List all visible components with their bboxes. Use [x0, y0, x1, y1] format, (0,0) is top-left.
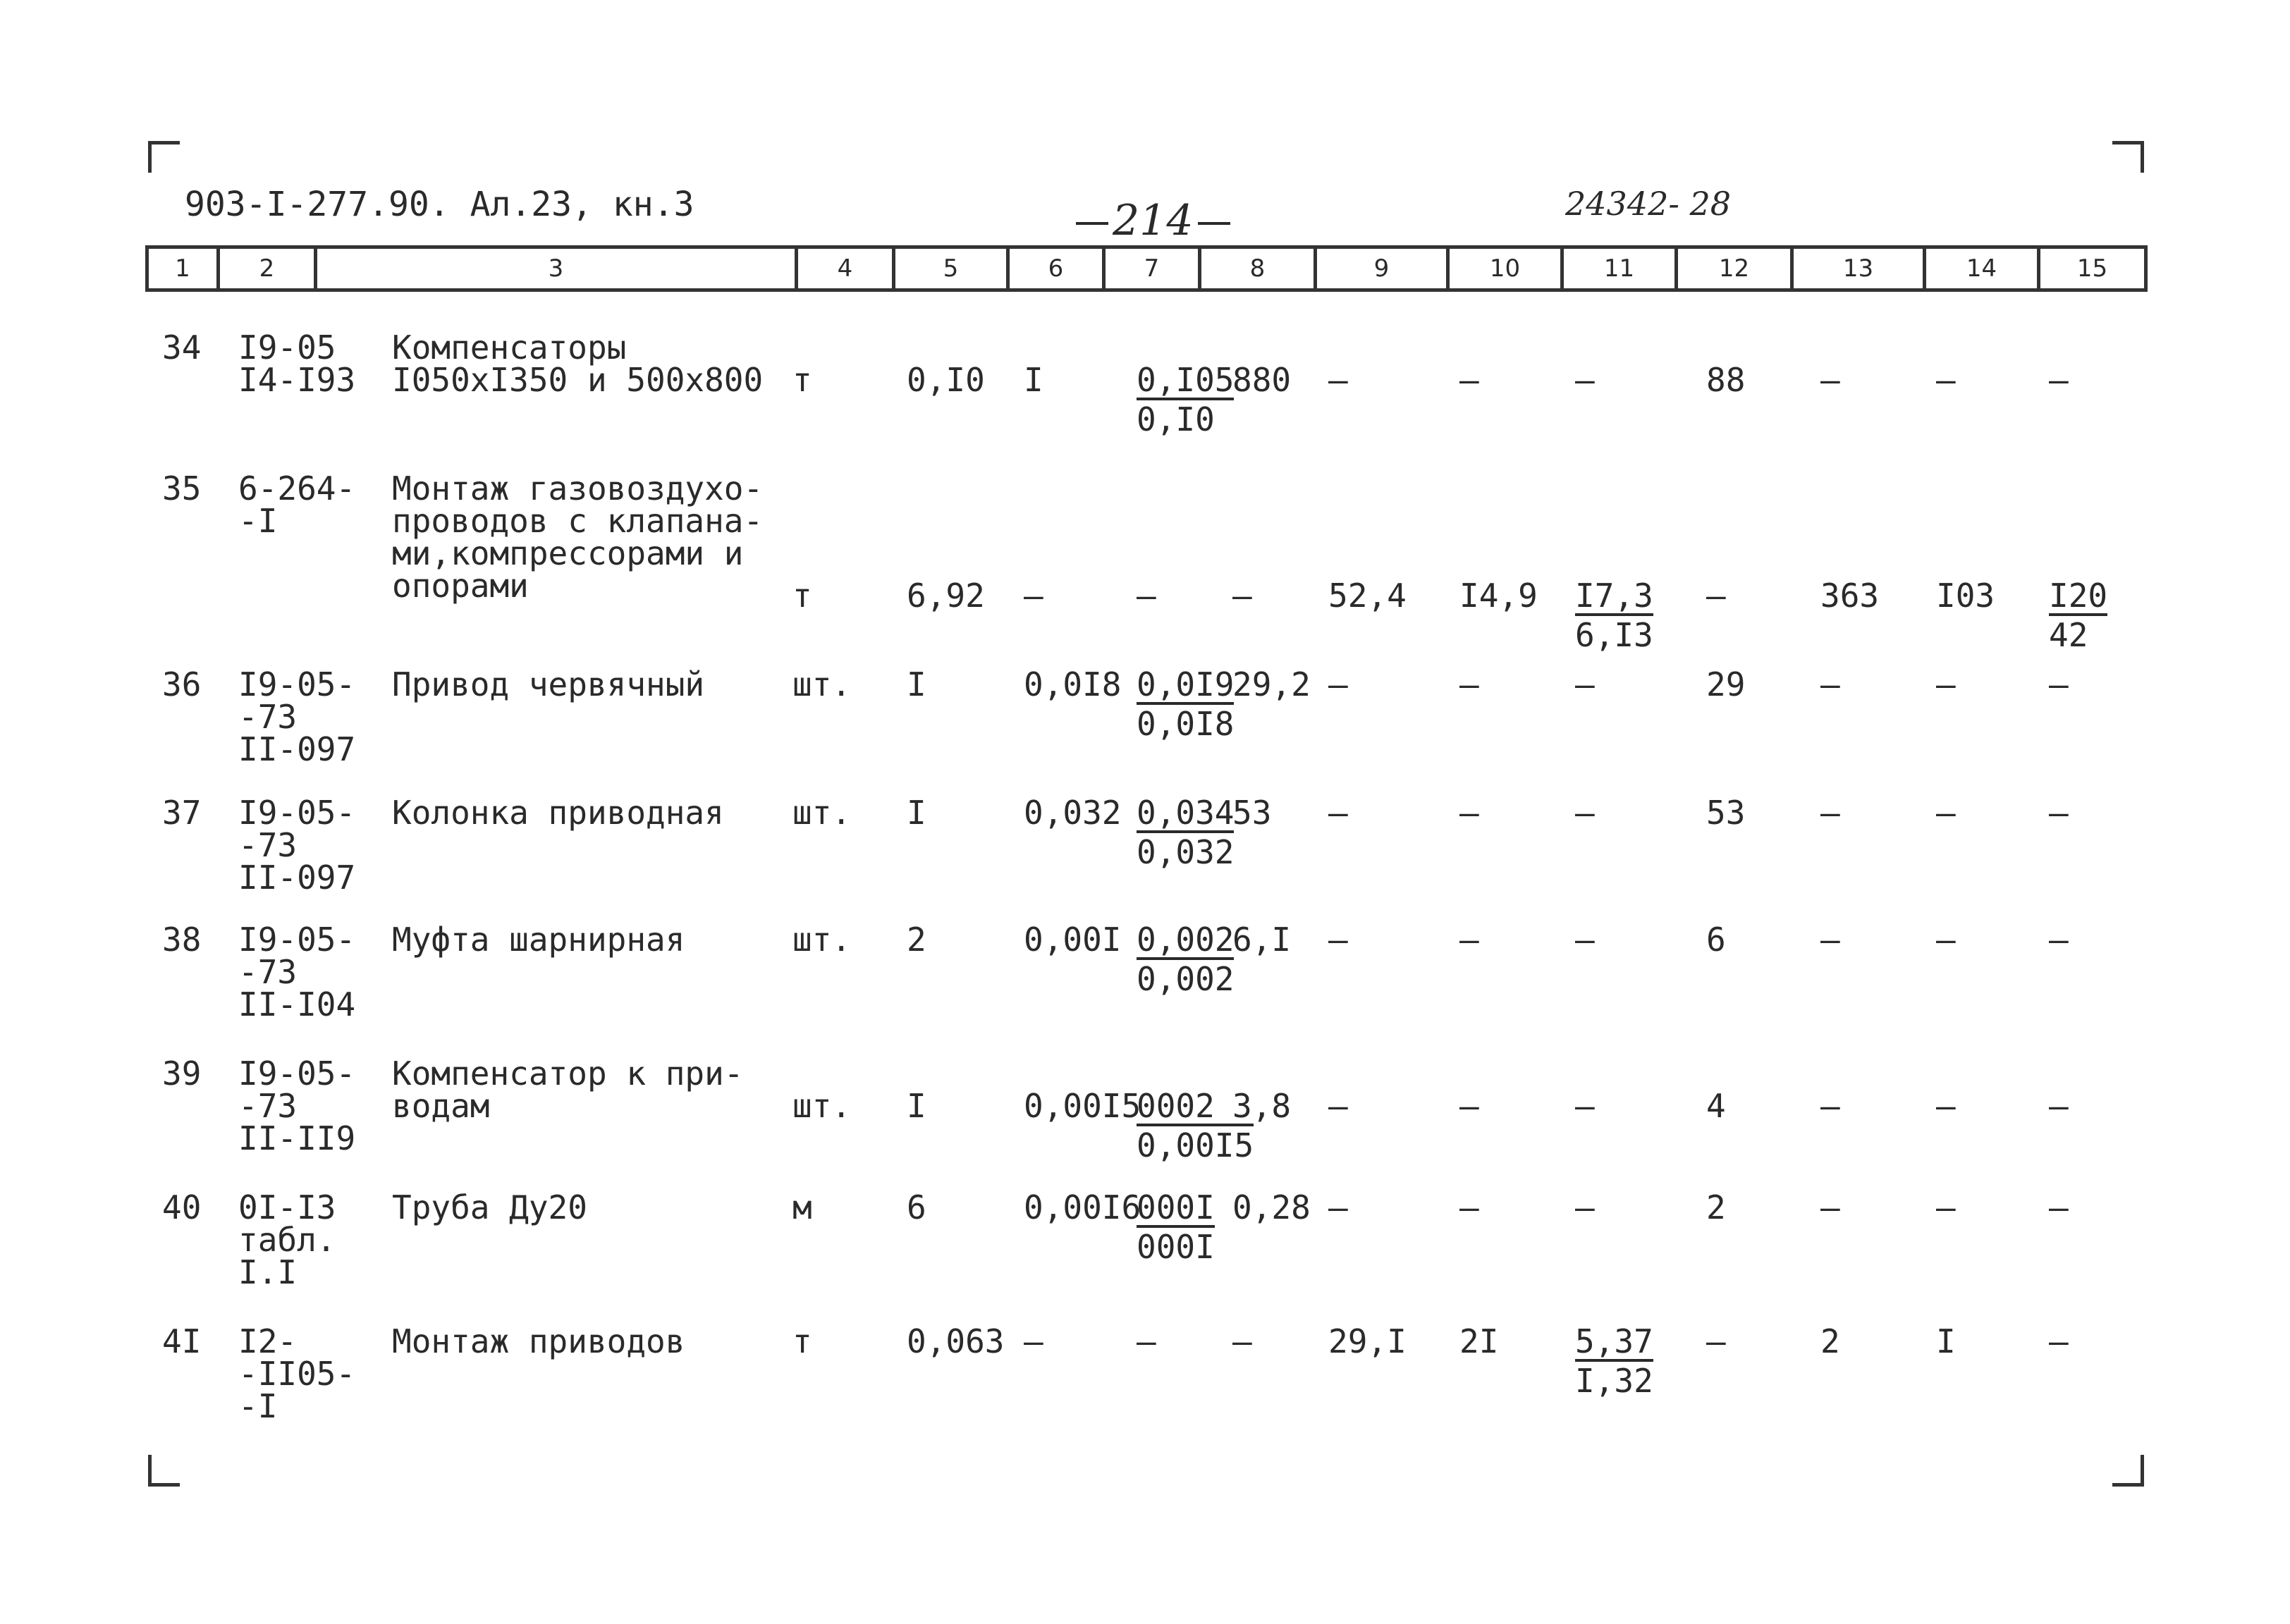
cell-value-c12: 88	[1706, 361, 1746, 399]
item-name-line: Муфта шарнирная	[392, 921, 685, 959]
cell-value-c12: –	[1706, 1322, 1726, 1360]
cell-value-c7: –	[1137, 577, 1156, 615]
row-number: 39	[162, 1054, 202, 1093]
archive-stamp: 24342- 28	[1565, 185, 1732, 223]
resource-code-line: II-097	[238, 859, 356, 897]
cell-value-c8: –	[1232, 577, 1252, 615]
cell-value-c10: 2I	[1459, 1322, 1499, 1360]
cell-value-qty: I	[907, 794, 926, 832]
row-number: 4I	[162, 1322, 202, 1360]
cell-value-c14: –	[1936, 1087, 1956, 1125]
cell-value-c14: –	[1936, 1188, 1956, 1226]
resource-code-line: 0I-I3	[238, 1188, 336, 1226]
cell-value-c15: –	[2049, 1322, 2069, 1360]
cell-value-unit: шт.	[792, 665, 852, 703]
cell-value-qty: 2	[907, 921, 926, 959]
cell-value-c8: 29,2	[1232, 665, 1311, 703]
cell-value-c12: 6	[1706, 921, 1726, 959]
column-header-13: 13	[1790, 249, 1923, 288]
cell-value-qty: 6,92	[907, 577, 985, 615]
row-number: 38	[162, 921, 202, 959]
cell-value-c6: 0,032	[1024, 794, 1122, 832]
resource-code-line: 6-264-	[238, 469, 356, 508]
fraction-denominator: 0,00I5	[1137, 1126, 1254, 1164]
resource-code-line: I9-05-	[238, 1054, 356, 1093]
fraction-numerator: I20	[2049, 577, 2108, 615]
row-number: 34	[162, 328, 202, 367]
cell-value-c13: 2	[1820, 1322, 1840, 1360]
cell-value-c8: 0,28	[1232, 1188, 1311, 1226]
cell-value-c10: I4,9	[1459, 577, 1538, 615]
fraction-value-c7	[1137, 794, 1235, 871]
cell-value-qty: 0,063	[907, 1322, 1005, 1360]
fraction-numerator: 0,0I9	[1137, 665, 1235, 703]
row-number: 36	[162, 665, 202, 703]
resource-code-line: I9-05-	[238, 794, 356, 832]
fraction-numerator: 0,034	[1137, 794, 1235, 832]
cell-value-c8: 3,8	[1232, 1087, 1292, 1125]
cell-value-c15: –	[2049, 665, 2069, 703]
resource-code-line: -73	[238, 1087, 298, 1125]
cell-value-c6: –	[1024, 577, 1043, 615]
resource-code-line: -73	[238, 953, 298, 991]
cell-value-c7: –	[1137, 1322, 1156, 1360]
fraction-denominator: 000I	[1137, 1228, 1215, 1266]
item-name-line: опорами	[392, 567, 529, 605]
fraction-denominator: 0,032	[1137, 833, 1235, 871]
item-name-line: Компенсаторы	[392, 328, 627, 367]
cell-value-c15: –	[2049, 1087, 2069, 1125]
fraction-numerator: 0,I05	[1137, 361, 1235, 399]
cell-value-c6: 0,0I8	[1024, 665, 1122, 703]
cell-value-c9: –	[1328, 665, 1348, 703]
row-number: 37	[162, 794, 202, 832]
resource-code-line: I.I	[238, 1253, 298, 1291]
fraction-numerator: 000I	[1137, 1188, 1215, 1226]
cell-value-c11: –	[1575, 794, 1595, 832]
cell-value-c13: –	[1820, 1188, 1840, 1226]
item-name-line: проводов с клапана-	[392, 502, 764, 540]
column-header-4: 4	[795, 249, 892, 288]
column-header-1: 1	[175, 254, 190, 283]
item-name-line: I050xI350 и 500x800	[392, 361, 764, 399]
cell-value-unit: шт.	[792, 1087, 852, 1125]
cell-value-c6: 0,00I5	[1024, 1087, 1141, 1125]
cell-value-c12: –	[1706, 577, 1726, 615]
cell-value-c11: –	[1575, 921, 1595, 959]
fraction-numerator: 0,002	[1137, 921, 1235, 959]
resource-code-line: -I	[238, 1387, 278, 1425]
cell-value-c9: –	[1328, 1188, 1348, 1226]
cell-value-c8: –	[1232, 1322, 1252, 1360]
cell-value-c13: 363	[1820, 577, 1880, 615]
column-header-3: 3	[314, 249, 795, 288]
item-name-line: ми,компрессорами и	[392, 534, 744, 572]
fraction-value-c7	[1137, 665, 1235, 743]
fraction-value-c7	[1137, 361, 1235, 438]
cell-value-c10: –	[1459, 921, 1479, 959]
column-header-7: 7	[1102, 249, 1198, 288]
cell-value-qty: 0,I0	[907, 361, 985, 399]
cell-value-c15: –	[2049, 921, 2069, 959]
column-header-14: 14	[1923, 249, 2037, 288]
cell-value-c12: 53	[1706, 794, 1746, 832]
cell-value-c12: 4	[1706, 1087, 1726, 1125]
cell-value-c11: –	[1575, 1188, 1595, 1226]
resource-code-line: I2-	[238, 1322, 298, 1360]
column-header-5: 5	[892, 249, 1006, 288]
cell-value-c12: 29	[1706, 665, 1746, 703]
resource-code-line: I9-05-	[238, 665, 356, 703]
fraction-denominator: 0,002	[1137, 960, 1235, 998]
cell-value-c11: –	[1575, 665, 1595, 703]
cell-value-c15: –	[2049, 361, 2069, 399]
fraction-value-c7	[1137, 921, 1235, 998]
fraction-numerator: I7,3	[1575, 577, 1653, 615]
cell-value-c15: –	[2049, 1188, 2069, 1226]
cell-value-c14: –	[1936, 794, 1956, 832]
cell-value-c11: –	[1575, 361, 1595, 399]
cell-value-c12: 2	[1706, 1188, 1726, 1226]
page-number: 214	[1072, 196, 1235, 245]
cell-value-c11: –	[1575, 1087, 1595, 1125]
cell-value-c8: 53	[1232, 794, 1272, 832]
column-header-8: 8	[1198, 249, 1314, 288]
cell-value-c6: 0,00I6	[1024, 1188, 1141, 1226]
resource-code-line: I4-I93	[238, 361, 356, 399]
column-header-6: 6	[1006, 249, 1102, 288]
cell-value-c14: –	[1936, 665, 1956, 703]
cell-value-c13: –	[1820, 794, 1840, 832]
cell-value-c10: –	[1459, 1087, 1479, 1125]
resource-code-line: I9-05	[238, 328, 336, 367]
fraction-denominator: 6,I3	[1575, 616, 1653, 654]
cell-value-c14: I	[1936, 1322, 1956, 1360]
fraction-denominator: I,32	[1575, 1362, 1653, 1400]
column-header-10: 10	[1446, 249, 1560, 288]
resource-code-line: табл.	[238, 1221, 336, 1259]
row-number: 40	[162, 1188, 202, 1226]
cell-value-c14: I03	[1936, 577, 1995, 615]
cell-value-c10: –	[1459, 361, 1479, 399]
cell-value-unit: шт.	[792, 794, 852, 832]
cell-value-c10: –	[1459, 665, 1479, 703]
cell-value-c13: –	[1820, 1087, 1840, 1125]
cell-value-unit: т	[792, 577, 812, 615]
item-name-line: водам	[392, 1087, 490, 1125]
cell-value-c8: 6,I	[1232, 921, 1292, 959]
item-name-line: Труба Ду20	[392, 1188, 587, 1226]
resource-code-line: II-097	[238, 730, 356, 768]
cell-value-unit: т	[792, 361, 812, 399]
column-header-2: 2	[216, 249, 314, 288]
fraction-denominator: 42	[2049, 616, 2088, 654]
cell-value-unit: шт.	[792, 921, 852, 959]
resource-code-line: -II05-	[238, 1355, 356, 1393]
cell-value-c10: –	[1459, 1188, 1479, 1226]
item-name-line: Колонка приводная	[392, 794, 724, 832]
column-header-12: 12	[1674, 249, 1790, 288]
fraction-value-c15	[2049, 577, 2108, 654]
fraction-denominator: 0,I0	[1137, 400, 1215, 438]
fraction-numerator: 5,37	[1575, 1322, 1653, 1360]
column-header-15: 15	[2037, 249, 2144, 288]
fraction-value-c7	[1137, 1188, 1215, 1266]
cell-value-unit: м	[792, 1188, 812, 1226]
cell-value-c13: –	[1820, 665, 1840, 703]
cell-value-c6: I	[1024, 361, 1043, 399]
cell-value-c9: –	[1328, 921, 1348, 959]
cell-value-c14: –	[1936, 921, 1956, 959]
fraction-denominator: 0,0I8	[1137, 705, 1235, 743]
resource-code-line: II-II9	[238, 1119, 356, 1157]
cell-value-c6: –	[1024, 1322, 1043, 1360]
cell-value-c8: 880	[1232, 361, 1292, 399]
cell-value-c13: –	[1820, 921, 1840, 959]
cell-value-c9: 29,I	[1328, 1322, 1407, 1360]
item-name-line: Монтаж приводов	[392, 1322, 685, 1360]
cell-value-qty: 6	[907, 1188, 926, 1226]
resource-code-line: -73	[238, 698, 298, 736]
item-name-line: Компенсатор к при-	[392, 1054, 744, 1093]
cell-value-c9: –	[1328, 794, 1348, 832]
cell-value-c9: 52,4	[1328, 577, 1407, 615]
cell-value-c15: –	[2049, 794, 2069, 832]
cell-value-c9: –	[1328, 1087, 1348, 1125]
cell-value-c6: 0,00I	[1024, 921, 1122, 959]
cell-value-unit: т	[792, 1322, 812, 1360]
resource-code-line: -I	[238, 502, 278, 540]
document-code: 903-I-277.90. Ал.23, кн.3	[185, 185, 694, 224]
cell-value-c13: –	[1820, 361, 1840, 399]
cell-value-c14: –	[1936, 361, 1956, 399]
resource-code-line: II-I04	[238, 985, 356, 1023]
fraction-numerator: 0002	[1137, 1090, 1254, 1126]
item-name-line: Монтаж газовоздухо-	[392, 469, 764, 508]
column-header-9: 9	[1314, 249, 1446, 288]
fraction-value-c11	[1575, 1322, 1653, 1400]
resource-code-line: I9-05-	[238, 921, 356, 959]
cell-value-qty: I	[907, 1087, 926, 1125]
cell-value-qty: I	[907, 665, 926, 703]
resource-code-line: -73	[238, 826, 298, 864]
fraction-value-c11	[1575, 577, 1653, 654]
row-number: 35	[162, 469, 202, 508]
cell-value-c10: –	[1459, 794, 1479, 832]
column-header-11: 11	[1560, 249, 1674, 288]
item-name-line: Привод червячный	[392, 665, 705, 703]
cell-value-c9: –	[1328, 361, 1348, 399]
